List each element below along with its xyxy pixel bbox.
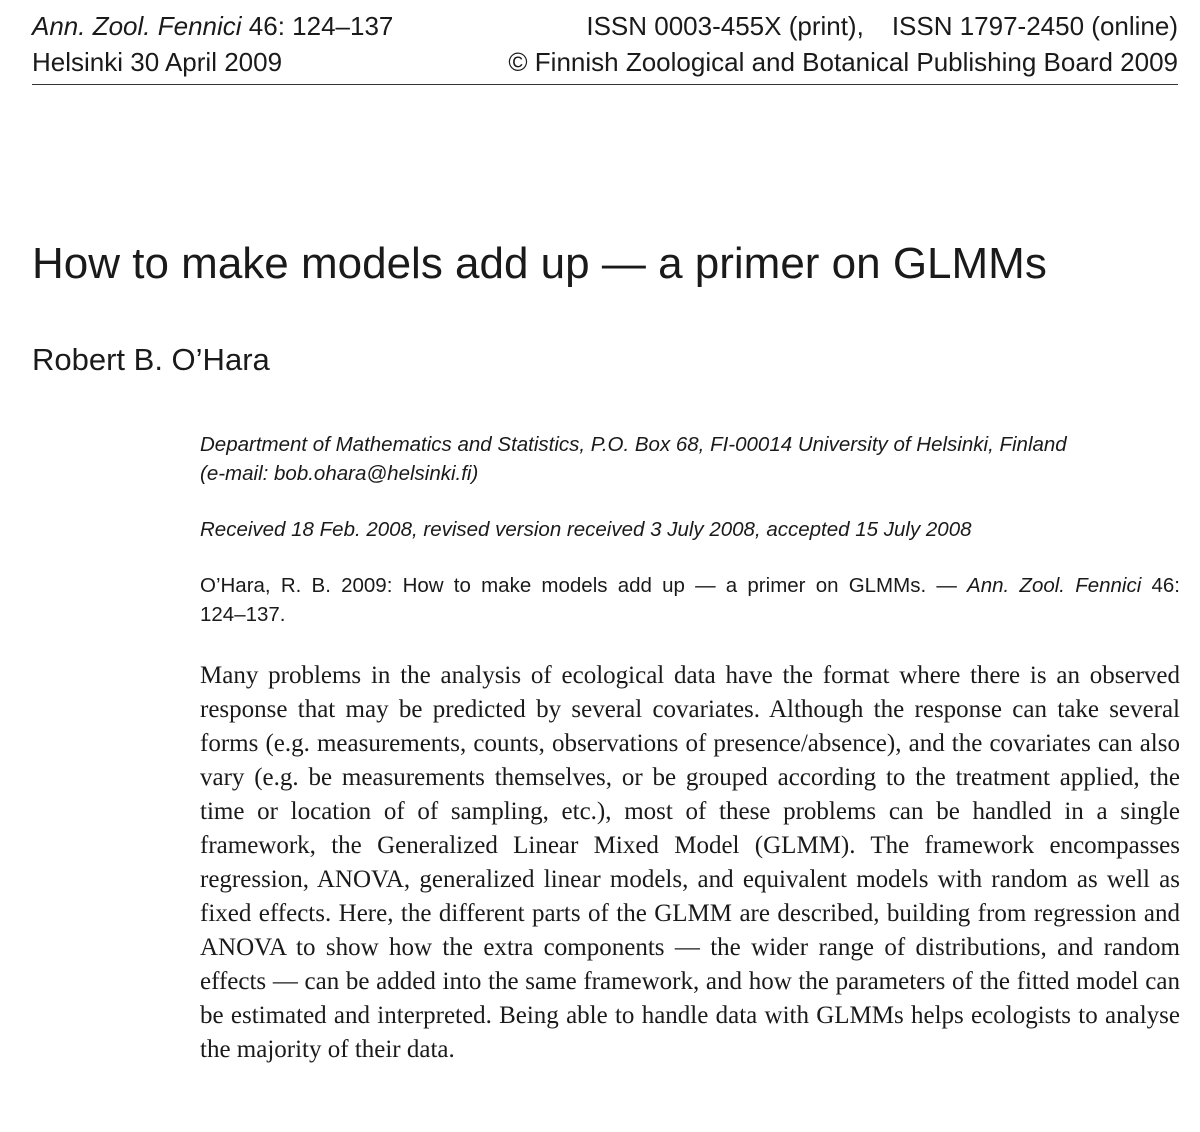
citation-block [200,571,1180,629]
copyright-notice: © Finnish Zoological and Botanical Publishing Board 2009 [508,47,1178,77]
citation-line-1 [200,571,1180,600]
publication-place-date: Helsinki 30 April 2009 [32,47,283,77]
header-row-1 [32,8,1178,44]
citation-journal: Ann. Zool. Fennici [967,574,1142,597]
issn-print: ISSN 0003-455X (print), [586,11,864,41]
author-name: Robert B. O’Hara [32,342,270,377]
article-title: How to make models add up — a primer on GLMMs [32,239,1047,288]
issn-online: ISSN 1797-2450 (online) [891,11,1178,41]
journal-name: Ann. Zool. Fennici [32,11,242,41]
citation-text: O’Hara, R. B. 2009: How to make models add up — a primer on GLMMs. — [200,574,968,597]
issn-group [586,8,1178,44]
journal-citation [32,8,393,44]
journal-header [32,8,1178,85]
header-row-2 [32,44,1178,80]
journal-volume-pages: 46: 124–137 [241,11,394,41]
citation-volume: 46: [1141,574,1180,597]
affiliation-email: (e-mail: bob.ohara@helsinki.fi) [200,462,479,485]
abstract-text: Many problems in the analysis of ecological data have the format where there is an observed response that may be predicted by several covariates. Although the response can take several forms (e.g. measurements, counts, observations of presence/absence), and the covariates can also vary (e.g. be measurements themselves, or be grouped according to the treatment applied, the time or location of of sampling, etc.), most of these problems can be handled in a single framework, the Generalized Linear Mixed Model (GLMM). The framework encompasses regression, ANOVA, generalized linear models, and equivalent models with random as well as fixed effects. Here, the different parts of the GLMM are described, building from regression and ANOVA to show how the extra components — the wider range of distributions, and random effects — can be added into the same framework, and how the parameters of the fitted model can be estimated and interpreted. Being able to handle data with GLMMs helps ecologists to analyse the majority of their data. [200,662,1180,1063]
received-dates: Received 18 Feb. 2008, revised version received 3 July 2008, accepted 15 July 2008 [200,518,972,541]
citation-pages: 124–137. [200,603,286,626]
author-affiliation [200,430,1180,488]
affiliation-line-1: Department of Mathematics and Statistics, P.O. Box 68, FI-00014 University of Helsinki, Finland [200,433,1067,456]
